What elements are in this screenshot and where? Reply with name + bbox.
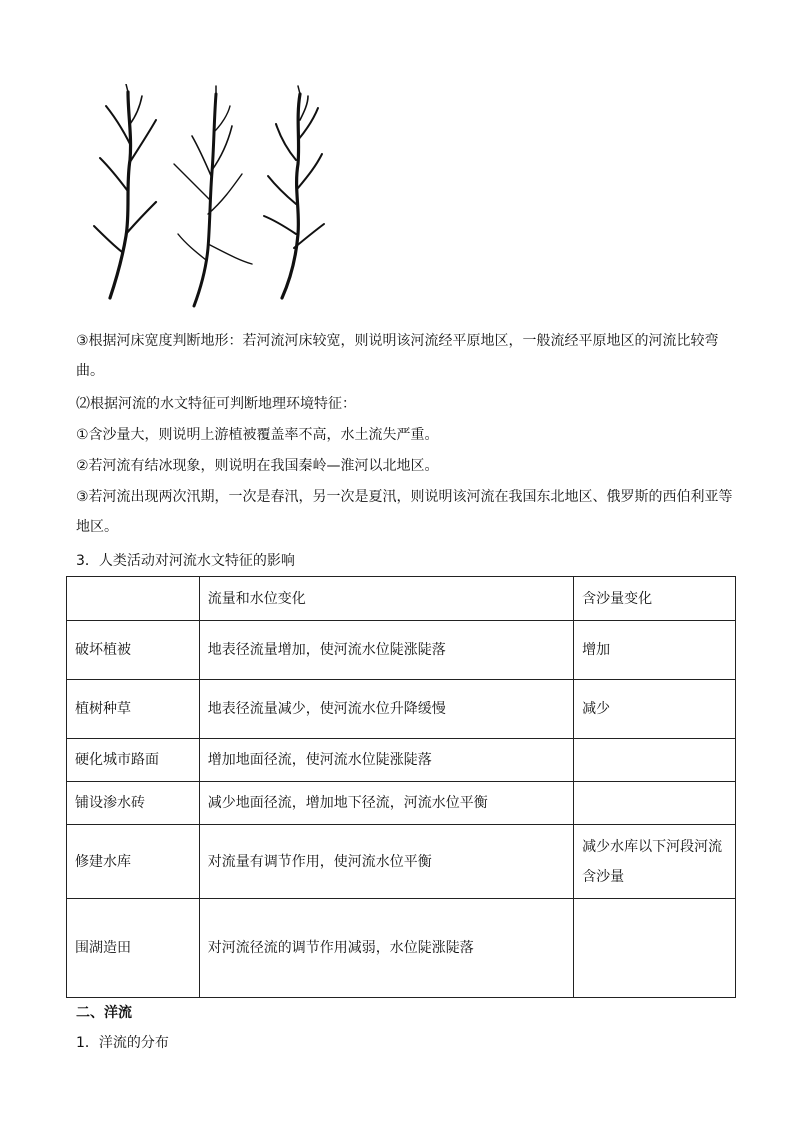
table-row: [67, 899, 736, 998]
table-cell: 对河流径流的调节作用减弱，水位陡涨陡落: [199, 899, 573, 998]
table-header-cell: 流量和水位变化: [199, 577, 573, 621]
paragraph-freezing: ②若河流有结冰现象，则说明在我国秦岭—淮河以北地区。: [76, 458, 439, 474]
table-row: [67, 621, 736, 680]
river-sketch-3: [264, 86, 324, 298]
table-cell: 增加地面径流，使河流水位陡涨陡落: [199, 739, 573, 782]
table-cell: 铺设渗水砖: [67, 782, 200, 825]
table-cell: [574, 739, 736, 782]
river-sketch-2: [174, 86, 252, 306]
table-row: [67, 825, 736, 899]
paragraph-sediment: ①含沙量大，则说明上游植被覆盖率不高，水土流失严重。: [76, 427, 439, 443]
river-sketch-1: [94, 84, 156, 298]
river-sketch-figure: [82, 84, 342, 314]
table-cell: 硬化城市路面: [67, 739, 200, 782]
table-header-row: [67, 577, 736, 621]
table-cell: [574, 782, 736, 825]
table-header-cell: [67, 577, 200, 621]
table-row: [67, 782, 736, 825]
human-activity-table: [66, 576, 736, 998]
table-row: [67, 739, 736, 782]
paragraph-hydrology-heading: ⑵根据河流的水文特征可判断地理环境特征：: [76, 396, 356, 412]
table-cell: 破坏植被: [67, 621, 200, 680]
table-cell: 围湖造田: [67, 899, 200, 998]
table-cell: 减少: [574, 680, 736, 739]
table-header-cell: 含沙量变化: [574, 577, 736, 621]
paragraph-two-floods: ③若河流出现两次汛期，一次是春汛，另一次是夏汛，则说明该河流在我国东北地区、俄罗斯的西伯利亚等地区。: [76, 489, 733, 535]
paragraph-riverbed-width: ③根据河床宽度判断地形：若河流河床较宽，则说明该河流经平原地区，一般流经平原地区的河流比较弯曲。: [76, 333, 719, 379]
subheading-current-distribution: 1．洋流的分布: [76, 1035, 169, 1051]
table-cell: 对流量有调节作用，使河流水位平衡: [199, 825, 573, 899]
table-row: [67, 680, 736, 739]
table-cell: [574, 899, 736, 998]
table-cell: 地表径流量减少，使河流水位升降缓慢: [199, 680, 573, 739]
table-cell: 减少水库以下河段河流含沙量: [574, 825, 736, 899]
heading-human-activity: 3．人类活动对河流水文特征的影响: [76, 553, 295, 569]
table-cell: 修建水库: [67, 825, 200, 899]
table-cell: 植树种草: [67, 680, 200, 739]
table-cell: 增加: [574, 621, 736, 680]
table-cell: 减少地面径流，增加地下径流，河流水位平衡: [199, 782, 573, 825]
section-heading-ocean-currents: 二、洋流: [76, 1005, 132, 1021]
table-cell: 地表径流量增加，使河流水位陡涨陡落: [199, 621, 573, 680]
